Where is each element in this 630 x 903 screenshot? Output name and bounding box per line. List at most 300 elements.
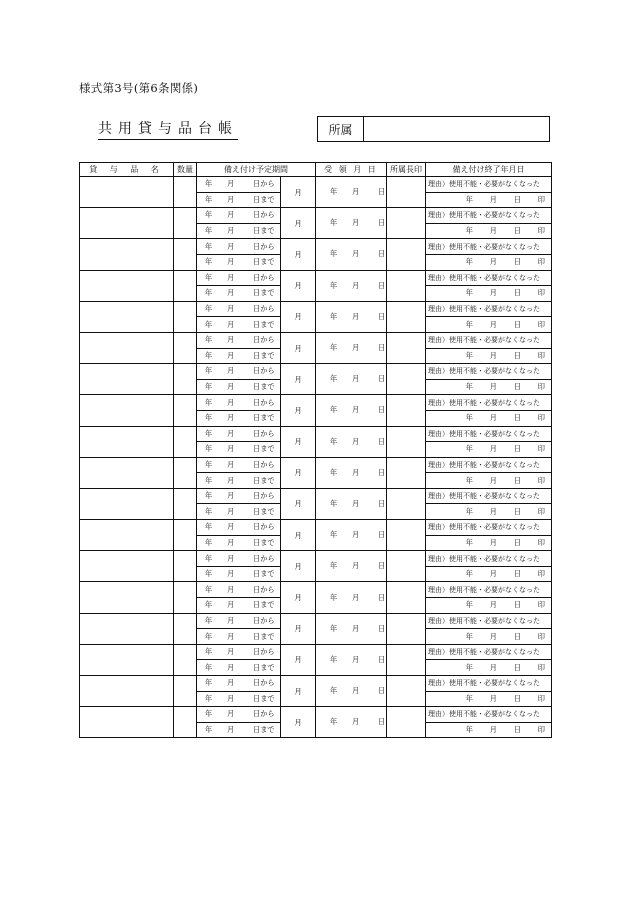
period-from[interactable] xyxy=(197,644,281,660)
period-from[interactable] xyxy=(197,177,281,193)
receipt-month: 月 xyxy=(352,343,360,353)
period-from-year: 年 xyxy=(205,272,213,282)
end-reason-cell[interactable]: 理由）使用不能・必要がなくなった xyxy=(426,551,552,567)
months-unit: 月 xyxy=(294,249,302,259)
end-reason-cell[interactable]: 理由）使用不能・必要がなくなった xyxy=(426,457,552,473)
table-row xyxy=(80,395,552,411)
item-name-cell[interactable] xyxy=(80,270,174,301)
period-to[interactable] xyxy=(197,504,281,520)
period-from-year: 年 xyxy=(205,366,213,376)
period-from[interactable] xyxy=(197,332,281,348)
receipt-date-cell[interactable] xyxy=(316,364,387,395)
quantity-cell[interactable] xyxy=(174,301,197,332)
end-reason-cell[interactable]: 理由）使用不能・必要がなくなった xyxy=(426,582,552,598)
period-to-day: 日まで xyxy=(253,600,275,610)
period-to-day: 日まで xyxy=(253,413,275,423)
end-month: 月 xyxy=(489,693,497,703)
period-from[interactable] xyxy=(197,707,281,723)
end-month: 月 xyxy=(489,537,497,547)
end-date-cell[interactable] xyxy=(426,598,552,614)
months-unit: 月 xyxy=(294,686,302,696)
quantity-cell[interactable] xyxy=(174,208,197,239)
end-day: 日 xyxy=(513,725,521,735)
receipt-date-cell[interactable] xyxy=(316,707,387,738)
end-reason-cell[interactable]: 理由）使用不能・必要がなくなった xyxy=(426,488,552,504)
end-reason-cell[interactable]: 理由）使用不能・必要がなくなった xyxy=(426,676,552,692)
period-to-year: 年 xyxy=(205,288,213,298)
department-head-seal-cell[interactable] xyxy=(387,613,426,644)
period-months-cell[interactable] xyxy=(281,364,316,395)
receipt-month: 月 xyxy=(352,187,360,197)
item-name-cell[interactable] xyxy=(80,520,174,551)
end-reason-cell[interactable]: 理由）使用不能・必要がなくなった xyxy=(426,426,552,442)
period-from-day: 日から xyxy=(253,366,275,376)
department-head-seal-cell[interactable] xyxy=(387,676,426,707)
period-to[interactable] xyxy=(197,722,281,738)
receipt-date-cell[interactable] xyxy=(316,239,387,270)
period-to-year: 年 xyxy=(205,662,213,672)
receipt-day: 日 xyxy=(378,280,386,290)
period-months-cell[interactable] xyxy=(281,395,316,426)
period-to[interactable] xyxy=(197,442,281,458)
period-to-year: 年 xyxy=(205,475,213,485)
period-to-month: 月 xyxy=(227,475,235,485)
period-to-year: 年 xyxy=(205,631,213,641)
period-from[interactable] xyxy=(197,395,281,411)
period-to[interactable] xyxy=(197,473,281,489)
end-date-cell[interactable] xyxy=(426,379,552,395)
end-day: 日 xyxy=(513,569,521,579)
period-from-year: 年 xyxy=(205,335,213,345)
item-name-cell[interactable] xyxy=(80,582,174,613)
end-day: 日 xyxy=(513,444,521,454)
quantity-cell[interactable] xyxy=(174,613,197,644)
receipt-month: 月 xyxy=(352,654,360,664)
quantity-cell[interactable] xyxy=(174,270,197,301)
end-date-cell[interactable] xyxy=(426,192,552,208)
end-year: 年 xyxy=(465,413,473,423)
end-date-cell[interactable] xyxy=(426,504,552,520)
period-months-cell[interactable] xyxy=(281,177,316,208)
department-head-seal-cell[interactable] xyxy=(387,488,426,519)
department-head-seal-cell[interactable] xyxy=(387,332,426,363)
period-from-month: 月 xyxy=(227,304,235,314)
period-to[interactable] xyxy=(197,317,281,333)
months-unit: 月 xyxy=(294,717,302,727)
receipt-month: 月 xyxy=(352,311,360,321)
months-unit: 月 xyxy=(294,374,302,384)
period-to-month: 月 xyxy=(227,350,235,360)
period-from-day: 日から xyxy=(253,459,275,469)
period-from-day: 日から xyxy=(253,241,275,251)
end-month: 月 xyxy=(489,569,497,579)
end-month: 月 xyxy=(489,319,497,329)
period-from-month: 月 xyxy=(227,272,235,282)
table-row xyxy=(80,707,552,723)
end-day: 日 xyxy=(513,631,521,641)
receipt-month: 月 xyxy=(352,686,360,696)
end-year: 年 xyxy=(465,194,473,204)
receipt-day: 日 xyxy=(378,436,386,446)
period-to[interactable] xyxy=(197,348,281,364)
period-from-month: 月 xyxy=(227,428,235,438)
quantity-cell[interactable] xyxy=(174,364,197,395)
seal-mark: 印 xyxy=(537,194,545,204)
period-to-year: 年 xyxy=(205,194,213,204)
quantity-cell[interactable] xyxy=(174,707,197,738)
receipt-day: 日 xyxy=(378,311,386,321)
receipt-year: 年 xyxy=(330,498,338,508)
end-year: 年 xyxy=(465,257,473,267)
period-months-cell[interactable] xyxy=(281,332,316,363)
affiliation-field[interactable] xyxy=(364,117,549,141)
end-day: 日 xyxy=(513,382,521,392)
period-from-year: 年 xyxy=(205,241,213,251)
period-from[interactable] xyxy=(197,364,281,380)
end-month: 月 xyxy=(489,506,497,516)
item-name-cell[interactable] xyxy=(80,707,174,738)
period-to-day: 日まで xyxy=(253,350,275,360)
end-reason-cell[interactable]: 理由）使用不能・必要がなくなった xyxy=(426,177,552,193)
end-day: 日 xyxy=(513,537,521,547)
item-name-cell[interactable] xyxy=(80,208,174,239)
quantity-cell[interactable] xyxy=(174,520,197,551)
end-year: 年 xyxy=(465,662,473,672)
period-to-month: 月 xyxy=(227,662,235,672)
quantity-cell[interactable] xyxy=(174,177,197,208)
receipt-day: 日 xyxy=(378,343,386,353)
end-reason-cell[interactable]: 理由）使用不能・必要がなくなった xyxy=(426,332,552,348)
department-head-seal-cell[interactable] xyxy=(387,520,426,551)
quantity-cell[interactable] xyxy=(174,395,197,426)
period-from-year: 年 xyxy=(205,584,213,594)
end-date-cell[interactable] xyxy=(426,223,552,239)
department-head-seal-cell[interactable] xyxy=(387,551,426,582)
receipt-date-cell[interactable] xyxy=(316,488,387,519)
period-to-day: 日まで xyxy=(253,537,275,547)
end-reason-cell[interactable]: 理由）使用不能・必要がなくなった xyxy=(426,364,552,380)
receipt-date-cell[interactable] xyxy=(316,644,387,675)
receipt-day: 日 xyxy=(378,654,386,664)
period-from-month: 月 xyxy=(227,366,235,376)
item-name-cell[interactable] xyxy=(80,395,174,426)
receipt-date-cell[interactable] xyxy=(316,177,387,208)
period-months-cell[interactable] xyxy=(281,676,316,707)
period-to-day: 日まで xyxy=(253,444,275,454)
receipt-month: 月 xyxy=(352,436,360,446)
end-reason-cell[interactable]: 理由）使用不能・必要がなくなった xyxy=(426,613,552,629)
period-to[interactable] xyxy=(197,629,281,645)
period-from-day: 日から xyxy=(253,678,275,688)
months-unit: 月 xyxy=(294,405,302,415)
period-to-month: 月 xyxy=(227,569,235,579)
receipt-month: 月 xyxy=(352,592,360,602)
period-months-cell[interactable] xyxy=(281,301,316,332)
period-to-year: 年 xyxy=(205,350,213,360)
receipt-date-cell[interactable] xyxy=(316,457,387,488)
period-to[interactable] xyxy=(197,379,281,395)
end-reason-cell[interactable]: 理由）使用不能・必要がなくなった xyxy=(426,301,552,317)
table-row xyxy=(80,177,552,193)
period-from-year: 年 xyxy=(205,647,213,657)
receipt-year: 年 xyxy=(330,717,338,727)
period-from[interactable] xyxy=(197,582,281,598)
period-from[interactable] xyxy=(197,551,281,567)
receipt-date-cell[interactable] xyxy=(316,426,387,457)
period-from-year: 年 xyxy=(205,304,213,314)
receipt-day: 日 xyxy=(378,686,386,696)
quantity-cell[interactable] xyxy=(174,644,197,675)
department-head-seal-cell[interactable] xyxy=(387,707,426,738)
period-from-day: 日から xyxy=(253,491,275,501)
end-date-cell[interactable] xyxy=(426,442,552,458)
period-to-day: 日まで xyxy=(253,288,275,298)
item-name-cell[interactable] xyxy=(80,364,174,395)
period-to[interactable] xyxy=(197,535,281,551)
period-from-year: 年 xyxy=(205,615,213,625)
end-year: 年 xyxy=(465,319,473,329)
header-department-head-seal: 所属長印 xyxy=(387,163,426,177)
period-from-year: 年 xyxy=(205,553,213,563)
seal-mark: 印 xyxy=(537,257,545,267)
end-day: 日 xyxy=(513,194,521,204)
end-date-cell[interactable] xyxy=(426,722,552,738)
end-reason-cell[interactable]: 理由）使用不能・必要がなくなった xyxy=(426,270,552,286)
receipt-year: 年 xyxy=(330,654,338,664)
period-from[interactable] xyxy=(197,239,281,255)
period-from[interactable] xyxy=(197,270,281,286)
seal-mark: 印 xyxy=(537,569,545,579)
period-from-day: 日から xyxy=(253,428,275,438)
period-from-day: 日から xyxy=(253,272,275,282)
end-date-cell[interactable] xyxy=(426,566,552,582)
period-to-day: 日まで xyxy=(253,226,275,236)
receipt-date-cell[interactable] xyxy=(316,551,387,582)
receipt-day: 日 xyxy=(378,592,386,602)
quantity-cell[interactable] xyxy=(174,488,197,519)
end-day: 日 xyxy=(513,350,521,360)
period-months-cell[interactable] xyxy=(281,551,316,582)
end-reason-cell[interactable]: 理由）使用不能・必要がなくなった xyxy=(426,644,552,660)
period-from[interactable] xyxy=(197,488,281,504)
months-unit: 月 xyxy=(294,281,302,291)
period-from-year: 年 xyxy=(205,179,213,189)
end-year: 年 xyxy=(465,350,473,360)
period-from[interactable] xyxy=(197,676,281,692)
receipt-day: 日 xyxy=(378,249,386,259)
period-from[interactable] xyxy=(197,613,281,629)
period-from-month: 月 xyxy=(227,397,235,407)
item-name-cell[interactable] xyxy=(80,177,174,208)
department-head-seal-cell[interactable] xyxy=(387,644,426,675)
table-row xyxy=(80,270,552,286)
end-reason-cell[interactable]: 理由）使用不能・必要がなくなった xyxy=(426,707,552,723)
period-from-month: 月 xyxy=(227,709,235,719)
seal-mark: 印 xyxy=(537,631,545,641)
period-months-cell[interactable] xyxy=(281,644,316,675)
period-to-day: 日まで xyxy=(253,382,275,392)
item-name-cell[interactable] xyxy=(80,613,174,644)
period-months-cell[interactable] xyxy=(281,707,316,738)
period-to-year: 年 xyxy=(205,226,213,236)
quantity-cell[interactable] xyxy=(174,239,197,270)
end-date-cell[interactable] xyxy=(426,691,552,707)
months-unit: 月 xyxy=(294,561,302,571)
period-months-cell[interactable] xyxy=(281,457,316,488)
period-from-month: 月 xyxy=(227,241,235,251)
end-date-cell[interactable] xyxy=(426,348,552,364)
receipt-year: 年 xyxy=(330,218,338,228)
affiliation-box xyxy=(317,116,550,142)
end-year: 年 xyxy=(465,475,473,485)
end-month: 月 xyxy=(489,288,497,298)
period-to-year: 年 xyxy=(205,506,213,516)
item-name-cell[interactable] xyxy=(80,332,174,363)
department-head-seal-cell[interactable] xyxy=(387,364,426,395)
period-to-day: 日まで xyxy=(253,725,275,735)
period-to-month: 月 xyxy=(227,319,235,329)
period-months-cell[interactable] xyxy=(281,426,316,457)
quantity-cell[interactable] xyxy=(174,676,197,707)
quantity-cell[interactable] xyxy=(174,457,197,488)
quantity-cell[interactable] xyxy=(174,582,197,613)
end-date-cell[interactable] xyxy=(426,254,552,270)
receipt-day: 日 xyxy=(378,374,386,384)
receipt-date-cell[interactable] xyxy=(316,208,387,239)
period-from[interactable] xyxy=(197,208,281,224)
department-head-seal-cell[interactable] xyxy=(387,582,426,613)
period-to-year: 年 xyxy=(205,382,213,392)
period-to[interactable] xyxy=(197,691,281,707)
end-reason-cell[interactable]: 理由）使用不能・必要がなくなった xyxy=(426,395,552,411)
period-months-cell[interactable] xyxy=(281,488,316,519)
department-head-seal-cell[interactable] xyxy=(387,270,426,301)
department-head-seal-cell[interactable] xyxy=(387,301,426,332)
receipt-date-cell[interactable] xyxy=(316,395,387,426)
period-from[interactable] xyxy=(197,520,281,536)
receipt-date-cell[interactable] xyxy=(316,520,387,551)
period-months-cell[interactable] xyxy=(281,582,316,613)
item-name-cell[interactable] xyxy=(80,676,174,707)
department-head-seal-cell[interactable] xyxy=(387,457,426,488)
period-from-month: 月 xyxy=(227,491,235,501)
period-to[interactable] xyxy=(197,254,281,270)
seal-mark: 印 xyxy=(537,350,545,360)
seal-mark: 印 xyxy=(537,413,545,423)
item-name-cell[interactable] xyxy=(80,457,174,488)
seal-mark: 印 xyxy=(537,537,545,547)
department-head-seal-cell[interactable] xyxy=(387,395,426,426)
end-date-cell[interactable] xyxy=(426,660,552,676)
end-date-cell[interactable] xyxy=(426,286,552,302)
end-date-cell[interactable] xyxy=(426,629,552,645)
period-from[interactable] xyxy=(197,457,281,473)
quantity-cell[interactable] xyxy=(174,551,197,582)
end-month: 月 xyxy=(489,600,497,610)
period-from-month: 月 xyxy=(227,615,235,625)
period-to-year: 年 xyxy=(205,413,213,423)
seal-mark: 印 xyxy=(537,226,545,236)
end-reason-cell[interactable]: 理由）使用不能・必要がなくなった xyxy=(426,208,552,224)
end-day: 日 xyxy=(513,319,521,329)
period-to[interactable] xyxy=(197,223,281,239)
department-head-seal-cell[interactable] xyxy=(387,208,426,239)
period-to[interactable] xyxy=(197,286,281,302)
item-name-cell[interactable] xyxy=(80,644,174,675)
table-row xyxy=(80,551,552,567)
ledger-title: 共用貸与品台帳 xyxy=(98,121,238,140)
period-to[interactable] xyxy=(197,192,281,208)
quantity-cell[interactable] xyxy=(174,426,197,457)
item-name-cell[interactable] xyxy=(80,488,174,519)
end-date-cell[interactable] xyxy=(426,473,552,489)
end-reason-cell[interactable]: 理由）使用不能・必要がなくなった xyxy=(426,239,552,255)
item-name-cell[interactable] xyxy=(80,239,174,270)
table-row xyxy=(80,520,552,536)
department-head-seal-cell[interactable] xyxy=(387,426,426,457)
period-months-cell[interactable] xyxy=(281,239,316,270)
item-name-cell[interactable] xyxy=(80,301,174,332)
seal-mark: 印 xyxy=(537,382,545,392)
period-from[interactable] xyxy=(197,426,281,442)
end-month: 月 xyxy=(489,226,497,236)
department-head-seal-cell[interactable] xyxy=(387,239,426,270)
period-from-month: 月 xyxy=(227,522,235,532)
period-to[interactable] xyxy=(197,410,281,426)
period-to[interactable] xyxy=(197,598,281,614)
period-from-year: 年 xyxy=(205,210,213,220)
period-from-day: 日から xyxy=(253,647,275,657)
end-date-cell[interactable] xyxy=(426,535,552,551)
receipt-month: 月 xyxy=(352,374,360,384)
item-name-cell[interactable] xyxy=(80,426,174,457)
receipt-date-cell[interactable] xyxy=(316,301,387,332)
receipt-date-cell[interactable] xyxy=(316,582,387,613)
period-months-cell[interactable] xyxy=(281,520,316,551)
period-to[interactable] xyxy=(197,660,281,676)
receipt-date-cell[interactable] xyxy=(316,332,387,363)
receipt-date-cell[interactable] xyxy=(316,613,387,644)
receipt-date-cell[interactable] xyxy=(316,676,387,707)
period-to-year: 年 xyxy=(205,257,213,267)
end-reason-cell[interactable]: 理由）使用不能・必要がなくなった xyxy=(426,520,552,536)
table-row xyxy=(80,676,552,692)
period-months-cell[interactable] xyxy=(281,208,316,239)
months-unit: 月 xyxy=(294,343,302,353)
period-to-year: 年 xyxy=(205,319,213,329)
period-months-cell[interactable] xyxy=(281,270,316,301)
period-months-cell[interactable] xyxy=(281,613,316,644)
lending-ledger-table xyxy=(79,162,552,738)
period-from-day: 日から xyxy=(253,709,275,719)
end-year: 年 xyxy=(465,569,473,579)
months-unit: 月 xyxy=(294,499,302,509)
months-unit: 月 xyxy=(294,655,302,665)
header-item-name: 貸 与 品 名 xyxy=(80,163,174,177)
period-from[interactable] xyxy=(197,301,281,317)
item-name-cell[interactable] xyxy=(80,551,174,582)
end-day: 日 xyxy=(513,288,521,298)
period-from-month: 月 xyxy=(227,584,235,594)
end-date-cell[interactable] xyxy=(426,317,552,333)
quantity-cell[interactable] xyxy=(174,332,197,363)
period-from-year: 年 xyxy=(205,397,213,407)
receipt-date-cell[interactable] xyxy=(316,270,387,301)
end-date-cell[interactable] xyxy=(426,410,552,426)
seal-mark: 印 xyxy=(537,475,545,485)
period-to[interactable] xyxy=(197,566,281,582)
department-head-seal-cell[interactable] xyxy=(387,177,426,208)
